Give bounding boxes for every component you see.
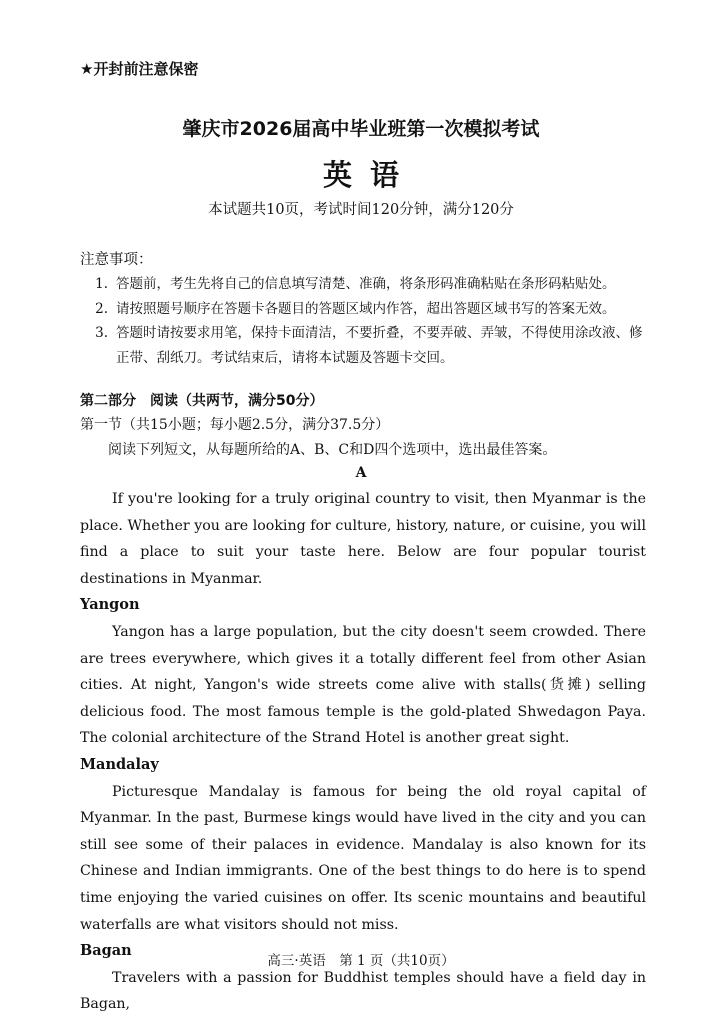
note-number: 3. — [95, 325, 108, 341]
part-title: 第二部分 阅读（共两节，满分50分） — [80, 393, 324, 409]
note-number: 2. — [95, 300, 108, 317]
destination-text-mandalay: Picturesque Mandalay is famous for being the old royal capital of Myanmar. In the past, Burmese kings would have lived in the city and you can still see some of their palaces in evidence. Mandalay is also known for its Chinese and Indian immigrants. One of the best things to do here is to spend time enjoying the varied cuisines on offer. Its scenic mountains and beautiful waterfalls are what visitors should not miss. — [80, 783, 646, 933]
destination-heading-bagan: Bagan — [80, 942, 132, 960]
note-text: 答题前，考生先将自己的信息填写清楚、准确，将条形码准确粘贴在条形码粘贴处。 — [116, 276, 616, 292]
page-footer: 高三·英语 第 1 页（共10页） — [267, 953, 455, 969]
notes-title: 注意事项： — [80, 252, 153, 268]
destination-heading-mandalay: Mandalay — [80, 755, 159, 773]
passage-intro: If you're looking for a truly original country to visit, then Myanmar is the place. Whether you are looking for culture, history, nature, or cuisine, you will find a place to suit your taste here. Below are four popular tourist destinations in Myanmar. — [80, 491, 646, 587]
note-text: 请按照题号顺序在答题卡各题目的答题区域内作答，超出答题区域书写的答案无效。 — [116, 300, 616, 317]
subject-title: 英语 — [322, 158, 417, 192]
passage-letter: A — [355, 465, 367, 481]
section-title: 第一节（共15小题；每小题2.5分，满分37.5分） — [80, 417, 390, 433]
notes-list — [80, 272, 650, 370]
destination-text-yangon: Yangon has a large population, but the city doesn't seem crowded. There are trees everywhere, which gives it a totally different feel from other Asian cities. At night, Yangon's wide streets come alive with stalls(货摊) selling delicious food. The most famous temple is the gold-plated Shwedagon Paya. The colonial architecture of the Strand Hotel is another great sight. — [80, 623, 646, 747]
note-item — [80, 321, 650, 370]
exam-info: 本试题共10页，考试时间120分钟，满分120分 — [208, 202, 514, 218]
note-item — [80, 297, 650, 322]
confidential-notice: ★开封前注意保密 — [80, 60, 199, 78]
exam-title: 肇庆市2026届高中毕业班第一次模拟考试 — [182, 118, 540, 140]
note-item — [80, 272, 650, 297]
note-text: 答题时请按要求用笔，保持卡面清洁，不要折叠，不要弄破、弄皱，不得使用涂改液、修正带、刮纸刀。考试结束后，请将本试题及答题卡交回。 — [116, 325, 643, 366]
destination-text-bagan: Travelers with a passion for Buddhist temples should have a field day in Bagan, — [80, 969, 646, 1013]
note-number: 1. — [95, 276, 108, 292]
section-instruction: 阅读下列短文，从每题所给的A、B、C和D四个选项中，选出最佳答案。 — [108, 442, 557, 458]
destination-heading-yangon: Yangon — [80, 596, 140, 614]
passage-body — [80, 486, 646, 1018]
